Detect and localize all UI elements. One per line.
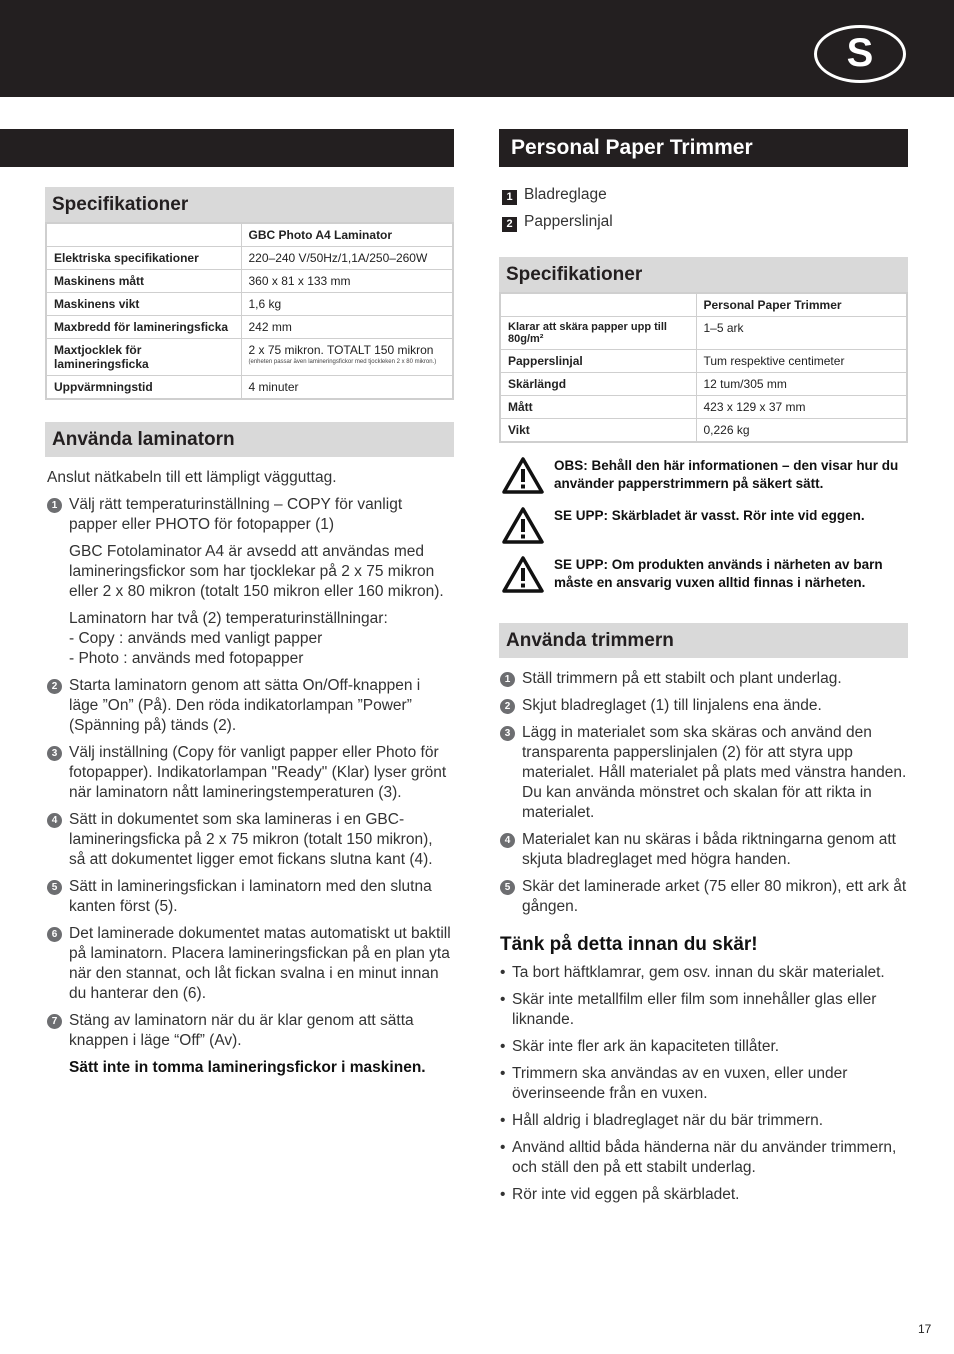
table-row: Elektriska specifikationer 220–240 V/50Hz/1,1A/250–260W [46,247,453,270]
step-number-icon: 5 [500,880,515,895]
paragraph: Laminatorn har två (2) temperaturinställningar: - Copy : används med vanligt papper - Photo : används med fotopapper [69,610,388,667]
part-number-icon: 1 [502,190,517,205]
laminator-instructions [47,468,452,1085]
final-note: Sätt inte in tomma lamineringsfickor i maskinen. [69,1059,426,1076]
warning-triangle-icon [502,556,544,593]
list-item: 5 Sätt in lamineringsfickan i laminatorn med den slutna kanten först (5). [47,877,452,917]
spec-product: GBC Photo A4 Laminator [241,223,453,247]
language-badge: S [814,25,906,83]
part-number-icon: 2 [502,217,517,232]
table-row: Maskinens vikt 1,6 kg [46,293,453,316]
table-row [46,223,453,247]
list-item: 7 Stäng av laminatorn när du är klar genom att sätta knappen i läge “Off” (Av). [47,1011,452,1051]
warning-note: SE UPP: Skärbladet är vasst. Rör inte vid eggen. [502,507,908,544]
warning-note: OBS: Behåll den här informationen – den visar hur du använder papperstrimmern på säkert sätt. [502,457,908,494]
step-number-icon: 2 [47,679,62,694]
table-row: Maxbredd för lamineringsficka 242 mm [46,316,453,339]
right-title: Personal Paper Trimmer [499,129,908,167]
list-item: • Skär inte metallfilm eller film som innehåller glas eller liknande. [500,990,908,1030]
table-row: Mått 423 x 129 x 37 mm [500,396,907,419]
header-bar [0,0,954,97]
spec-product: Personal Paper Trimmer [696,293,907,317]
step-number-icon: 5 [47,880,62,895]
list-item: 4 Materialet kan nu skäras i båda riktningarna genom att skjuta bladreglaget med högra handen. [500,830,908,870]
step-number-icon: 6 [47,927,62,942]
left-use-title: Använda laminatorn [45,422,454,457]
list-item: 2 Skjut bladreglaget (1) till linjalens ena ände. [500,696,908,716]
spec-value: 2 x 75 mikron. TOTALT 150 mikron [248,343,434,357]
warning-triangle-icon [502,457,544,494]
table-row: Klarar att skära papper upp till 80g/m² 1–5 ark [500,317,907,350]
step-number-icon: 3 [47,746,62,761]
list-item: 1 Välj rätt temperaturinställning – COPY för vanligt papper eller PHOTO för fotopapper (1) [47,495,452,535]
step-number-icon: 2 [500,699,515,714]
list-item: 6 Det laminerade dokumentet matas automatiskt ut baktill på laminatorn. Placera lamineringsfickan på en plan yta när den stannat, och låt fickan svalna i en minut innan du hanterar den (6). [47,924,452,1004]
list-item: • Rör inte vid eggen på skärbladet. [500,1185,908,1205]
intro-text: Anslut nätkabeln till ett lämpligt vägguttag. [47,469,337,486]
table-row: Maskinens mått 360 x 81 x 133 mm [46,270,453,293]
warning-note: SE UPP: Om produkten används i närheten av barn måste en ansvarig vuxen alltid finnas i närheten. [502,556,908,593]
list-item: • Håll aldrig i bladreglaget när du bär trimmern. [500,1111,908,1131]
list-item: • Använd alltid båda händerna när du använder trimmern, och ställ den på ett stabilt underlag. [500,1138,908,1178]
step-number-icon: 1 [47,498,62,513]
list-item: • Trimmern ska användas av en vuxen, eller under överinseende från en vuxen. [500,1064,908,1104]
table-row: Maxtjocklek för lamineringsficka 2 x 75 mikron. TOTALT 150 mikron (enheten passar även lamineringsfickor med tjockleken 2 x 80 mikron.) [46,339,453,376]
warning-triangle-icon [502,507,544,544]
list-item: 4 Sätt in dokumentet som ska lamineras i en GBC-lamineringsficka på 2 x 75 mikron (totalt 150 mikron), så att dokumentet ligger emot fickans slutna kant (4). [47,810,452,870]
page-number: 17 [918,1322,932,1336]
table-row: Uppvärmningstid 4 minuter [46,376,453,400]
laminator-spec-table [45,222,454,400]
trimmer-spec-table [499,292,908,443]
trimmer-instructions [500,669,908,1212]
right-use-title: Använda trimmern [499,623,908,658]
list-item: 3 Välj inställning (Copy för vanligt papper eller Photo för fotopapper). Indikatorlampan "Ready" (Klar) lyser grönt när laminatorn nått lamineringstemperaturen (3). [47,743,452,803]
table-row: Papperslinjal Tum respektive centimeter [500,350,907,373]
paragraph: GBC Fotolaminator A4 är avsedd att användas med lamineringsfickor som har tjocklekar på 2 x 75 mikron eller 2 x 80 mikron (totalt 150 mikron eller 160 mikron). [69,543,444,600]
step-number-icon: 4 [47,813,62,828]
left-specs-title: Specifikationer [45,187,454,222]
table-row: Skärlängd 12 tum/305 mm [500,373,907,396]
list-item: 3 Lägg in materialet som ska skäras och använd den transparenta papperslinjalen (2) för att styra upp materialet. Håll materialet på plats med vänstra handen. Du kan använda mönstret och skalan för att rikta in materialet. [500,723,908,823]
spec-footnote: (enheten passar även lamineringsfickor med tjockleken 2 x 80 mikron.) [248,359,437,365]
step-number-icon: 7 [47,1014,62,1029]
table-row: Vikt 0,226 kg [500,419,907,443]
step-number-icon: 3 [500,726,515,741]
list-item: • Ta bort häftklamrar, gem osv. innan du skär materialet. [500,963,908,983]
list-item: 1 Bladreglage [502,185,908,205]
list-item: 5 Skär det laminerade arket (75 eller 80 mikron), ett ark åt gången. [500,877,908,917]
list-item: • Skär inte fler ark än kapaciteten tillåter. [500,1037,908,1057]
step-number-icon: 1 [500,672,515,687]
list-item: 2 Papperslinjal [502,212,908,232]
list-item: 1 Ställ trimmern på ett stabilt och plant underlag. [500,669,908,689]
left-section-bar [0,129,454,167]
right-specs-title: Specifikationer [499,257,908,292]
table-row [500,293,907,317]
parts-list [502,185,908,232]
step-number-icon: 4 [500,833,515,848]
tips-title: Tänk på detta innan du skär! [500,934,758,955]
list-item: 2 Starta laminatorn genom att sätta On/Off-knappen i läge ”On” (På). Den röda indikatorlampan ”Power” (Spänning på) tänds (2). [47,676,452,736]
